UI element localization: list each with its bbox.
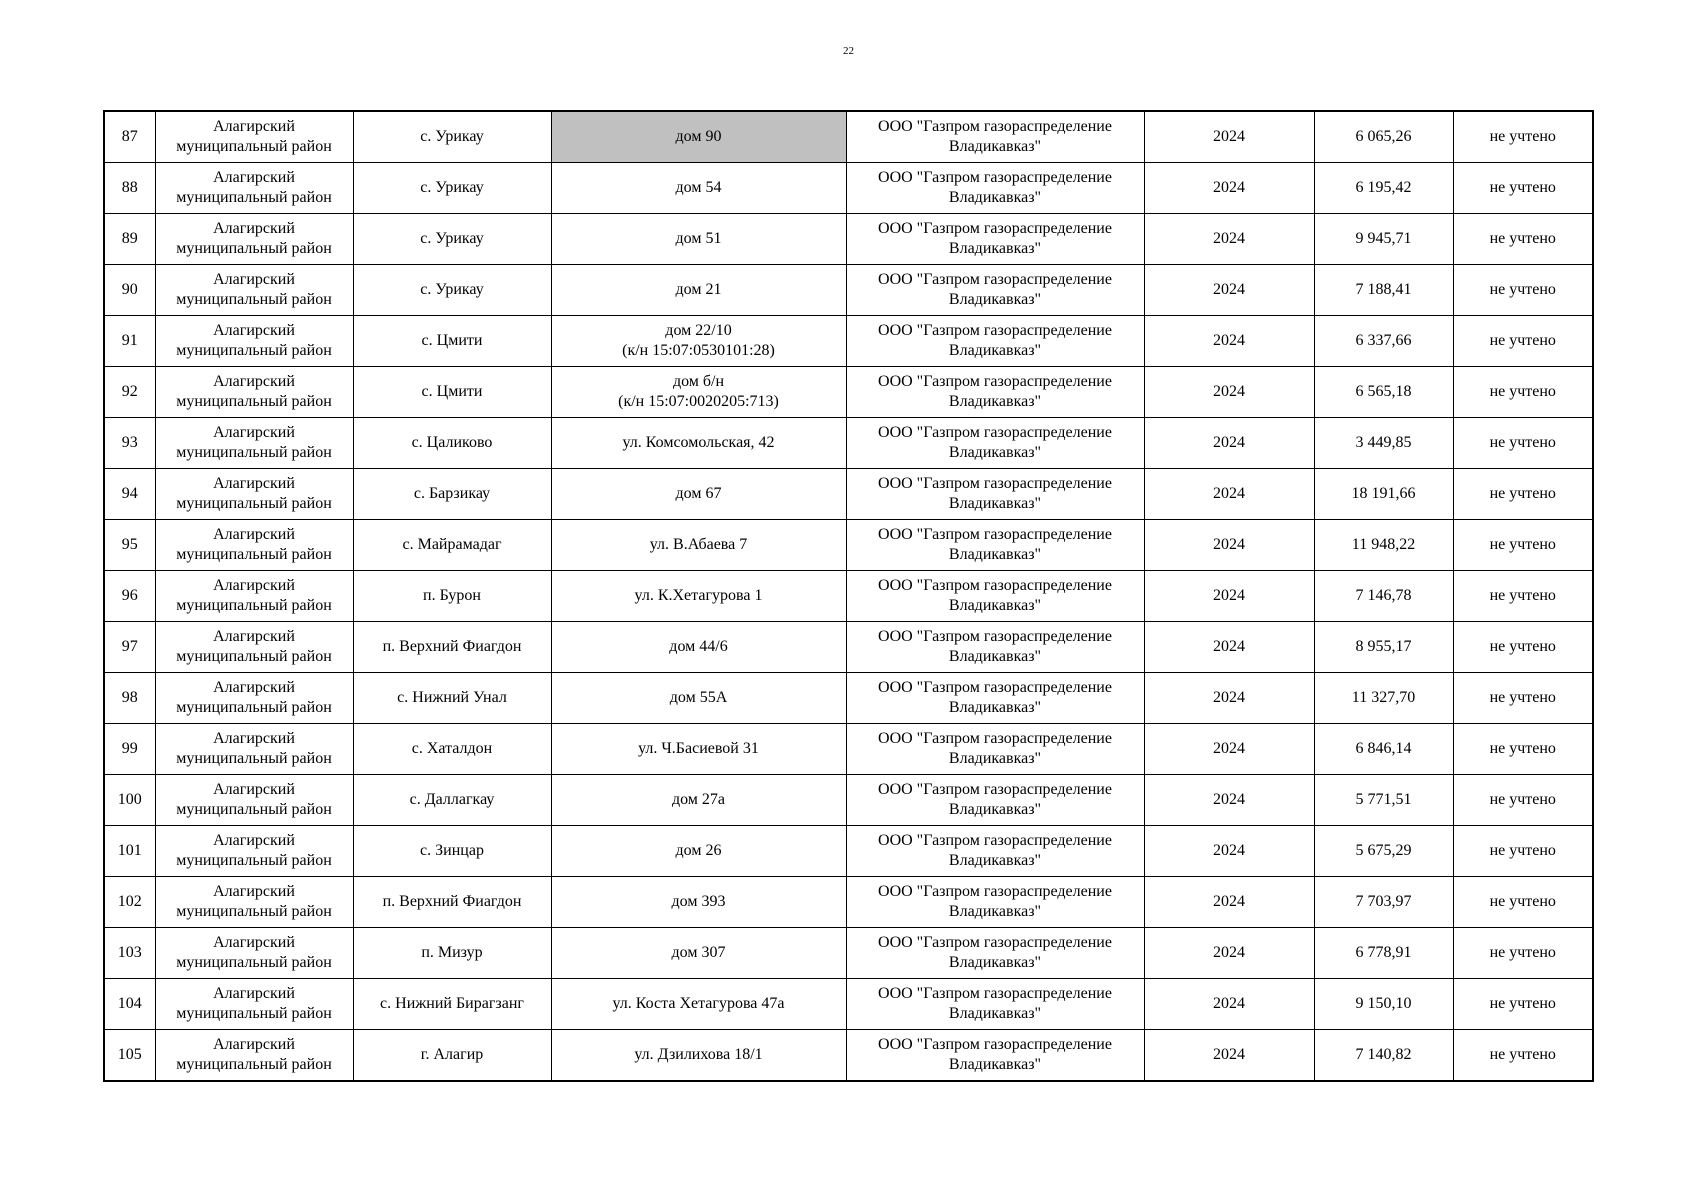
cell-status: не учтено: [1453, 163, 1593, 214]
cell-row-number: 90: [104, 265, 155, 316]
cell-row-number: 104: [104, 979, 155, 1030]
cell-amount: 7 188,41: [1314, 265, 1453, 316]
cell-organization: ООО "Газпром газораспределение Владикавказ": [846, 622, 1144, 673]
cell-address: дом 90: [551, 111, 846, 163]
cell-organization: ООО "Газпром газораспределение Владикавказ": [846, 316, 1144, 367]
cell-address: дом 67: [551, 469, 846, 520]
cell-settlement: с. Зинцар: [353, 826, 551, 877]
cell-address: дом б/н (к/н 15:07:0020205:713): [551, 367, 846, 418]
cell-settlement: с. Нижний Унал: [353, 673, 551, 724]
cell-district: Алагирский муниципальный район: [155, 367, 353, 418]
cell-organization: ООО "Газпром газораспределение Владикавказ": [846, 877, 1144, 928]
table-row: [104, 979, 1593, 1030]
cell-year: 2024: [1144, 1030, 1314, 1082]
cell-organization: ООО "Газпром газораспределение Владикавказ": [846, 265, 1144, 316]
cell-year: 2024: [1144, 724, 1314, 775]
cell-address: дом 307: [551, 928, 846, 979]
cell-organization: ООО "Газпром газораспределение Владикавказ": [846, 418, 1144, 469]
table-row: [104, 928, 1593, 979]
cell-status: не учтено: [1453, 928, 1593, 979]
cell-status: не учтено: [1453, 214, 1593, 265]
page-number: 22: [843, 45, 854, 57]
cell-settlement: с. Барзикау: [353, 469, 551, 520]
cell-row-number: 98: [104, 673, 155, 724]
cell-row-number: 95: [104, 520, 155, 571]
cell-amount: 7 703,97: [1314, 877, 1453, 928]
cell-status: не учтено: [1453, 418, 1593, 469]
cell-amount: 9 945,71: [1314, 214, 1453, 265]
cell-district: Алагирский муниципальный район: [155, 826, 353, 877]
table-row: [104, 673, 1593, 724]
table-row: [104, 622, 1593, 673]
cell-status: не учтено: [1453, 469, 1593, 520]
cell-organization: ООО "Газпром газораспределение Владикавказ": [846, 520, 1144, 571]
cell-settlement: п. Бурон: [353, 571, 551, 622]
cell-address: ул. К.Хетагурова 1: [551, 571, 846, 622]
cell-address: дом 44/6: [551, 622, 846, 673]
cell-settlement: с. Урикау: [353, 163, 551, 214]
cell-row-number: 105: [104, 1030, 155, 1082]
cell-settlement: п. Верхний Фиагдон: [353, 877, 551, 928]
cell-year: 2024: [1144, 418, 1314, 469]
cell-address: дом 55А: [551, 673, 846, 724]
cell-district: Алагирский муниципальный район: [155, 877, 353, 928]
cell-organization: ООО "Газпром газораспределение Владикавказ": [846, 775, 1144, 826]
cell-organization: ООО "Газпром газораспределение Владикавказ": [846, 163, 1144, 214]
cell-status: не учтено: [1453, 826, 1593, 877]
cell-amount: 5 675,29: [1314, 826, 1453, 877]
cell-district: Алагирский муниципальный район: [155, 673, 353, 724]
cell-status: не учтено: [1453, 622, 1593, 673]
cell-amount: 11 327,70: [1314, 673, 1453, 724]
cell-year: 2024: [1144, 469, 1314, 520]
cell-year: 2024: [1144, 979, 1314, 1030]
cell-amount: 6 195,42: [1314, 163, 1453, 214]
cell-status: не учтено: [1453, 520, 1593, 571]
cell-year: 2024: [1144, 111, 1314, 163]
cell-amount: 11 948,22: [1314, 520, 1453, 571]
table-row: [104, 571, 1593, 622]
cell-settlement: с. Урикау: [353, 111, 551, 163]
cell-row-number: 100: [104, 775, 155, 826]
cell-organization: ООО "Газпром газораспределение Владикавказ": [846, 214, 1144, 265]
cell-organization: ООО "Газпром газораспределение Владикавказ": [846, 367, 1144, 418]
cell-organization: ООО "Газпром газораспределение Владикавказ": [846, 673, 1144, 724]
cell-row-number: 89: [104, 214, 155, 265]
cell-status: не учтено: [1453, 775, 1593, 826]
cell-address: ул. В.Абаева 7: [551, 520, 846, 571]
table-row: [104, 265, 1593, 316]
cell-row-number: 99: [104, 724, 155, 775]
cell-address: ул. Дзилихова 18/1: [551, 1030, 846, 1082]
cell-row-number: 101: [104, 826, 155, 877]
cell-organization: ООО "Газпром газораспределение Владикавказ": [846, 928, 1144, 979]
table-row: [104, 367, 1593, 418]
cell-address: дом 21: [551, 265, 846, 316]
cell-district: Алагирский муниципальный район: [155, 571, 353, 622]
cell-year: 2024: [1144, 928, 1314, 979]
cell-year: 2024: [1144, 316, 1314, 367]
cell-organization: ООО "Газпром газораспределение Владикавказ": [846, 1030, 1144, 1082]
cell-settlement: с. Нижний Бирагзанг: [353, 979, 551, 1030]
cell-row-number: 97: [104, 622, 155, 673]
table-row: [104, 163, 1593, 214]
cell-amount: 8 955,17: [1314, 622, 1453, 673]
cell-status: не учтено: [1453, 367, 1593, 418]
cell-organization: ООО "Газпром газораспределение Владикавказ": [846, 469, 1144, 520]
cell-address: ул. Коста Хетагурова 47а: [551, 979, 846, 1030]
cell-amount: 9 150,10: [1314, 979, 1453, 1030]
cell-status: не учтено: [1453, 571, 1593, 622]
cell-address: дом 54: [551, 163, 846, 214]
table-row: [104, 316, 1593, 367]
cell-year: 2024: [1144, 877, 1314, 928]
cell-status: не учтено: [1453, 316, 1593, 367]
cell-address: дом 51: [551, 214, 846, 265]
cell-district: Алагирский муниципальный район: [155, 163, 353, 214]
cell-year: 2024: [1144, 367, 1314, 418]
cell-row-number: 103: [104, 928, 155, 979]
cell-district: Алагирский муниципальный район: [155, 418, 353, 469]
cell-amount: 7 146,78: [1314, 571, 1453, 622]
cell-settlement: с. Даллагкау: [353, 775, 551, 826]
cell-settlement: п. Верхний Фиагдон: [353, 622, 551, 673]
registry-table: [103, 110, 1594, 1082]
cell-address: ул. Комсомольская, 42: [551, 418, 846, 469]
cell-row-number: 93: [104, 418, 155, 469]
cell-settlement: с. Цмити: [353, 316, 551, 367]
cell-amount: 6 565,18: [1314, 367, 1453, 418]
cell-year: 2024: [1144, 265, 1314, 316]
cell-district: Алагирский муниципальный район: [155, 928, 353, 979]
cell-status: не учтено: [1453, 877, 1593, 928]
cell-status: не учтено: [1453, 111, 1593, 163]
cell-district: Алагирский муниципальный район: [155, 622, 353, 673]
cell-row-number: 87: [104, 111, 155, 163]
cell-district: Алагирский муниципальный район: [155, 111, 353, 163]
cell-year: 2024: [1144, 571, 1314, 622]
cell-amount: 6 778,91: [1314, 928, 1453, 979]
cell-status: не учтено: [1453, 1030, 1593, 1082]
cell-district: Алагирский муниципальный район: [155, 979, 353, 1030]
cell-amount: 5 771,51: [1314, 775, 1453, 826]
cell-district: Алагирский муниципальный район: [155, 316, 353, 367]
cell-amount: 3 449,85: [1314, 418, 1453, 469]
cell-district: Алагирский муниципальный район: [155, 520, 353, 571]
cell-year: 2024: [1144, 826, 1314, 877]
cell-amount: 7 140,82: [1314, 1030, 1453, 1082]
cell-row-number: 96: [104, 571, 155, 622]
cell-amount: 18 191,66: [1314, 469, 1453, 520]
cell-settlement: с. Цмити: [353, 367, 551, 418]
table-row: [104, 775, 1593, 826]
cell-address: дом 22/10 (к/н 15:07:0530101:28): [551, 316, 846, 367]
cell-year: 2024: [1144, 775, 1314, 826]
cell-year: 2024: [1144, 214, 1314, 265]
cell-status: не учтено: [1453, 979, 1593, 1030]
cell-amount: 6 337,66: [1314, 316, 1453, 367]
cell-address: ул. Ч.Басиевой 31: [551, 724, 846, 775]
cell-settlement: с. Урикау: [353, 265, 551, 316]
cell-settlement: с. Цаликово: [353, 418, 551, 469]
cell-district: Алагирский муниципальный район: [155, 214, 353, 265]
table-row: [104, 520, 1593, 571]
cell-district: Алагирский муниципальный район: [155, 469, 353, 520]
cell-organization: ООО "Газпром газораспределение Владикавказ": [846, 571, 1144, 622]
cell-row-number: 102: [104, 877, 155, 928]
table-row: [104, 1030, 1593, 1082]
table-row: [104, 826, 1593, 877]
cell-organization: ООО "Газпром газораспределение Владикавказ": [846, 111, 1144, 163]
table-row: [104, 214, 1593, 265]
cell-settlement: п. Мизур: [353, 928, 551, 979]
cell-settlement: с. Майрамадаг: [353, 520, 551, 571]
table-row: [104, 724, 1593, 775]
table-row: [104, 111, 1593, 163]
table-row: [104, 418, 1593, 469]
cell-row-number: 92: [104, 367, 155, 418]
cell-address: дом 27а: [551, 775, 846, 826]
cell-settlement: с. Урикау: [353, 214, 551, 265]
cell-status: не учтено: [1453, 724, 1593, 775]
cell-row-number: 94: [104, 469, 155, 520]
cell-district: Алагирский муниципальный район: [155, 265, 353, 316]
cell-address: дом 393: [551, 877, 846, 928]
cell-organization: ООО "Газпром газораспределение Владикавказ": [846, 979, 1144, 1030]
table-row: [104, 469, 1593, 520]
cell-year: 2024: [1144, 622, 1314, 673]
cell-amount: 6 065,26: [1314, 111, 1453, 163]
cell-district: Алагирский муниципальный район: [155, 724, 353, 775]
cell-organization: ООО "Газпром газораспределение Владикавказ": [846, 724, 1144, 775]
cell-year: 2024: [1144, 163, 1314, 214]
cell-status: не учтено: [1453, 673, 1593, 724]
cell-settlement: г. Алагир: [353, 1030, 551, 1082]
cell-organization: ООО "Газпром газораспределение Владикавказ": [846, 826, 1144, 877]
cell-settlement: с. Хаталдон: [353, 724, 551, 775]
cell-year: 2024: [1144, 673, 1314, 724]
cell-district: Алагирский муниципальный район: [155, 775, 353, 826]
cell-amount: 6 846,14: [1314, 724, 1453, 775]
table-body: [104, 111, 1593, 1081]
cell-address: дом 26: [551, 826, 846, 877]
cell-row-number: 88: [104, 163, 155, 214]
table-row: [104, 877, 1593, 928]
cell-year: 2024: [1144, 520, 1314, 571]
cell-row-number: 91: [104, 316, 155, 367]
cell-district: Алагирский муниципальный район: [155, 1030, 353, 1082]
cell-status: не учтено: [1453, 265, 1593, 316]
